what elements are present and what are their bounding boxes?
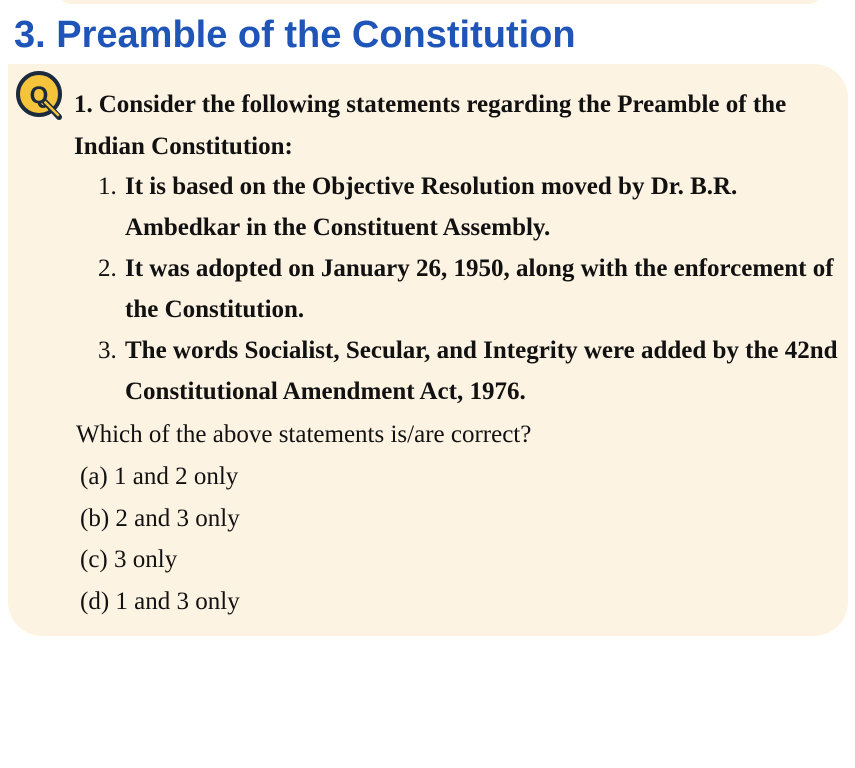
question-stem — [74, 84, 834, 168]
statement-text: It is based on the Objective Resolution moved by Dr. B.R. Ambedkar in the Constituent Assembly. — [125, 173, 738, 241]
section-title: 3. Preamble of the Constitution — [14, 14, 576, 56]
question-number: 1. — [74, 91, 93, 118]
question-prompt: Which of the above statements is/are correct? — [76, 421, 532, 448]
q-badge-icon — [12, 70, 68, 122]
statement-item — [98, 330, 838, 412]
statement-number: 3. — [98, 337, 117, 364]
statement-text: It was adopted on January 26, 1950, along with the enforcement of the Constitution. — [125, 255, 834, 323]
statement-item — [98, 248, 838, 330]
q-badge-letter: Q — [29, 82, 49, 109]
answer-option-a[interactable]: (a) 1 and 2 only — [80, 463, 239, 490]
answer-option-d[interactable]: (d) 1 and 3 only — [80, 587, 240, 615]
answer-options — [80, 456, 240, 622]
answer-option-b[interactable]: (b) 2 and 3 only — [80, 504, 240, 532]
statement-number: 2. — [98, 255, 117, 282]
top-card-edge — [60, 0, 820, 4]
statement-number: 1. — [98, 173, 117, 200]
statement-list — [98, 166, 838, 412]
statement-text: The words Socialist, Secular, and Integrity were added by the 42nd Constitutional Amendment Act, 1976. — [125, 337, 838, 405]
statement-item — [98, 166, 838, 248]
answer-option-c[interactable]: (c) 3 only — [80, 546, 178, 573]
q-badge-graphic — [12, 70, 68, 122]
question-stem-text: Consider the following statements regarding the Preamble of the Indian Constitution: — [74, 91, 787, 160]
